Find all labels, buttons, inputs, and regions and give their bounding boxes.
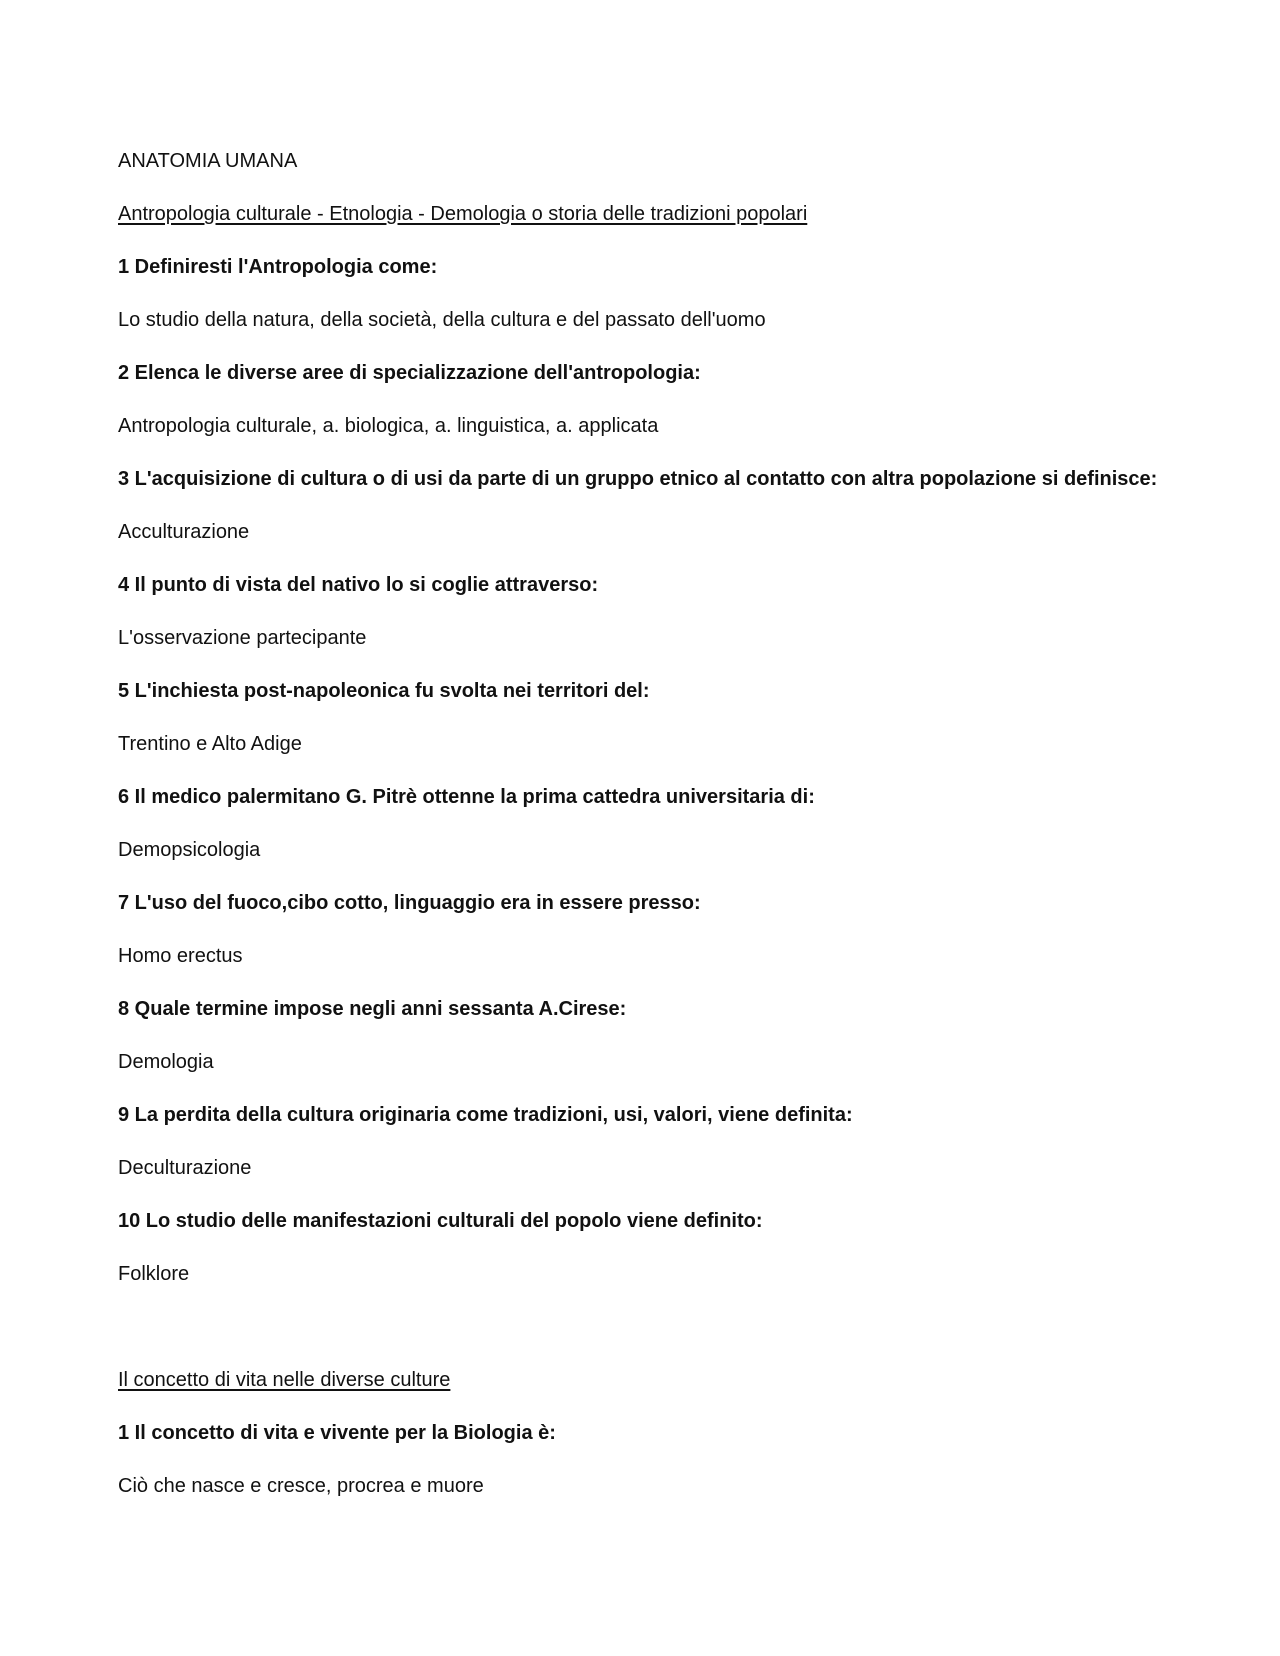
document-page: [118, 148, 1238, 1526]
answer-s2-1: Ciò che nasce e cresce, procrea e muore: [118, 1475, 484, 1497]
answer-4: L'osservazione partecipante: [118, 627, 367, 649]
question-10: 10 Lo studio delle manifestazioni culturali del popolo viene definito:: [118, 1210, 763, 1232]
question-7: 7 L'uso del fuoco,cibo cotto, linguaggio era in essere presso:: [118, 892, 701, 914]
document-title: ANATOMIA UMANA: [118, 150, 298, 172]
section-spacer: [118, 1314, 1238, 1367]
question-6: 6 Il medico palermitano G. Pitrè ottenne la prima cattedra universitaria di:: [118, 786, 815, 808]
section-heading-2: Il concetto di vita nelle diverse culture: [118, 1369, 451, 1391]
answer-8: Demologia: [118, 1051, 214, 1073]
question-s2-1: 1 Il concetto di vita e vivente per la Biologia è:: [118, 1422, 556, 1444]
answer-1: Lo studio della natura, della società, della cultura e del passato dell'uomo: [118, 309, 766, 331]
answer-7: Homo erectus: [118, 945, 243, 967]
question-9: 9 La perdita della cultura originaria come tradizioni, usi, valori, viene definita:: [118, 1104, 853, 1126]
question-5: 5 L'inchiesta post-napoleonica fu svolta nei territori del:: [118, 680, 650, 702]
question-2: 2 Elenca le diverse aree di specializzazione dell'antropologia:: [118, 362, 701, 384]
question-1: 1 Definiresti l'Antropologia come:: [118, 256, 438, 278]
answer-5: Trentino e Alto Adige: [118, 733, 302, 755]
answer-6: Demopsicologia: [118, 839, 261, 861]
answer-3: Acculturazione: [118, 521, 250, 543]
section-heading: Antropologia culturale - Etnologia - Demologia o storia delle tradizioni popolari: [118, 203, 808, 225]
question-8: 8 Quale termine impose negli anni sessanta A.Cirese:: [118, 998, 627, 1020]
question-4: 4 Il punto di vista del nativo lo si coglie attraverso:: [118, 574, 599, 596]
answer-9: Deculturazione: [118, 1157, 252, 1179]
answer-2: Antropologia culturale, a. biologica, a. linguistica, a. applicata: [118, 415, 659, 437]
question-3: 3 L'acquisizione di cultura o di usi da parte di un gruppo etnico al contatto con altra popolazione si definisce:: [118, 468, 1158, 490]
answer-10: Folklore: [118, 1263, 190, 1285]
